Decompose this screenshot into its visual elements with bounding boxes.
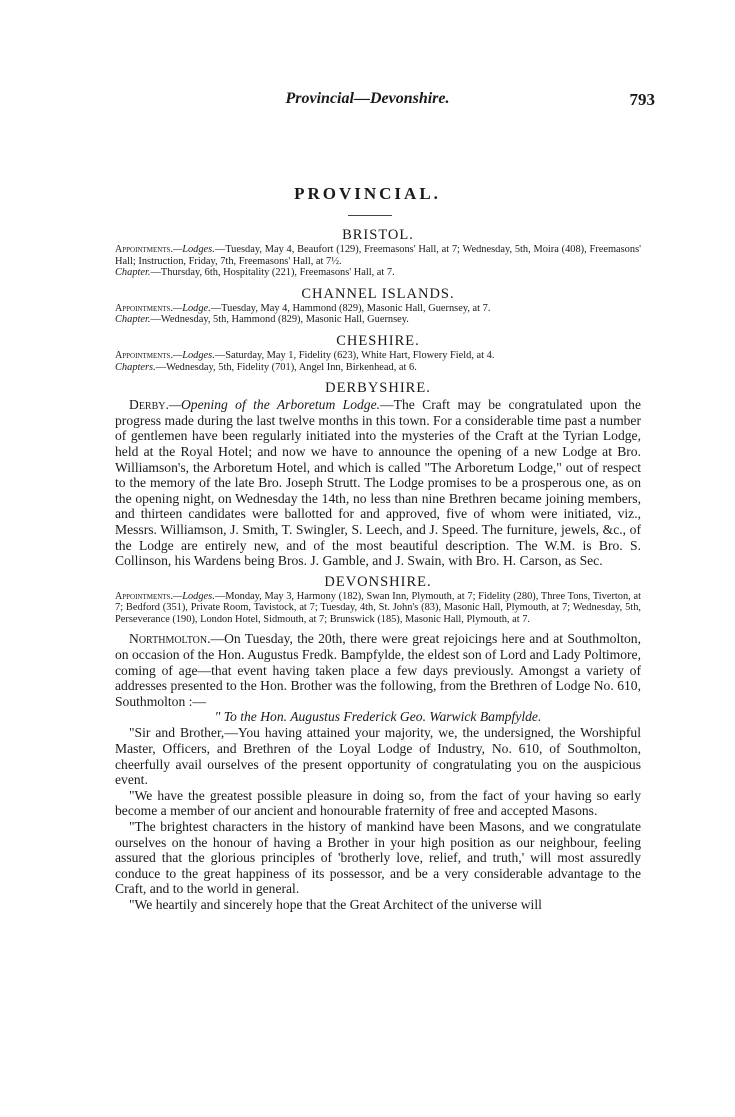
chapter-label: Chapter. — [115, 314, 151, 326]
appointments-label: Appointments. — [115, 349, 173, 361]
running-head — [0, 90, 735, 112]
lodges-text: —Tuesday, May 4, Beaufort (129), Freemasons' Hall, at 7; Wednesday, 5th, Moira (408), Freemasons' Hall; Instruction, Friday, 7th, Freemasons' Hall, at 7½. — [115, 244, 641, 267]
heading-devonshire: DEVONSHIRE. — [324, 573, 432, 590]
appointments-label: Appointments. — [115, 590, 173, 602]
bristol-appointments — [115, 244, 641, 279]
devonshire-appointments — [115, 591, 641, 626]
heading-derbyshire: DERBYSHIRE. — [325, 380, 431, 397]
heading-channel-islands: CHANNEL ISLANDS. — [301, 285, 455, 302]
chapter-label: Chapter. — [115, 267, 151, 279]
place-name: Northmolton. — [129, 631, 211, 647]
appointments-label: Appointments. — [115, 244, 173, 255]
heading-cheshire: CHESHIRE. — [336, 332, 420, 349]
lodge-text: —Tuesday, May 4, Hammond (829), Masonic Hall, Guernsey, at 7. — [210, 302, 491, 314]
lodges-text: —Monday, May 3, Harmony (182), Swan Inn, Plymouth, at 7; Fidelity (280), Three Tons, Tiverton, at 7; Bedford (351), Private Room, Tavistock, at 7; Tuesday, 4th, St. John's (83), Masonic Hall, Plymouth, at 7; Wednesday, 5th, Perseverance (190), London Hotel, Sidmouth, at 7; Brunswick (185), Masonic Hall, Plymouth, at 7. — [115, 590, 641, 625]
lodges-label: —Lodges. — [172, 244, 215, 255]
address-heading: " To the Hon. Augustus Frederick Geo. Warwick Bampfylde. — [214, 709, 542, 725]
chapter-text: —Thursday, 6th, Hospitality (221), Freemasons' Hall, at 7. — [150, 267, 395, 279]
appointments-label: Appointments. — [115, 302, 173, 314]
lodges-label: —Lodges. — [172, 590, 215, 602]
article-text: —The Craft may be congratulated upon the progress made during the last twelve months in this town. For a considerable time past a number of gentlemen have been regularly initiated into the mysteries of the Craft at the Tyrian Lodge, held at the Royal Hotel; and now we have to announce the opening of a new Lodge at Bro. Williamson's, the Arboretum Hotel, and which is called "The Arboretum Lodge," out of respect to the memory of the late Bro. Joseph Strutt. The Lodge promises to be a prosperous one, as on the opening night, on Wednesday the 14th, no less than nine Brethren became joining members, and thirteen candidates were ballotted for and approved, five of whom were initiated, viz., Messrs. Williamson, J. Smith, T. Swingler, S. Leech, and J. Speed. The furniture, jewels, &c., of the Lodge are entirely new, and of the most beautiful description. The W.M. is Bro. S. Collinson, his Wardens being Bros. J. Gamble, and J. Swain, with Bro. H. Carson, as Sec. — [115, 397, 641, 569]
chapters-label: Chapters. — [115, 361, 156, 373]
chapter-text: —Wednesday, 5th, Hammond (829), Masonic Hall, Guernsey. — [150, 314, 409, 326]
article-text: —On Tuesday, the 20th, there were great rejoicings here and at Southmolton, on occasion of the Hon. Augustus Fredk. Bampfylde, the eldest son of Lord and Lady Poltimore, coming of age—that event having taken place a few days previously. Amongst a variety of addresses presented to the Hon. Brother was the following, from the Brethren of Lodge No. 610, Southmolton :— — [115, 631, 641, 709]
address-paragraph: "Sir and Brother,—You having attained your majority, we, the undersigned, the Worshipful Master, Officers, and Brethren of the Loyal Lodge of Industry, No. 610, of Southmolton, cheerfully avail ourselves of the present opportunity of congratulating you on the auspicious event. — [115, 725, 641, 788]
address-paragraph: "We heartily and sincerely hope that the Great Architect of the universe will — [129, 896, 542, 912]
address-paragraph: "We have the greatest possible pleasure in doing so, from the fact of your having so early become a member of our ancient and honourable fraternity of free and accepted Masons. — [115, 787, 641, 819]
place-name: Derby. — [129, 397, 169, 413]
article-subject: —Opening of the Arboretum Lodge. — [168, 397, 381, 413]
lodge-label: —Lodge. — [172, 302, 211, 314]
channel-appointments — [115, 303, 641, 326]
title-rule — [348, 215, 392, 216]
address-paragraph: "The brightest characters in the history of mankind have been Masons, and we congratulate ourselves on the honour of having a Brother in your high position as our neighbour, feeling assured that the glorious principles of 'brotherly love, relief, and truth,' will most assuredly conduce to the great happiness of its possessor, and be a very considerable advantage to the Craft, and to the world in general. — [115, 819, 641, 897]
content — [115, 226, 641, 913]
derbyshire-article — [115, 397, 641, 569]
heading-bristol: BRISTOL. — [342, 227, 414, 243]
chapters-text: —Wednesday, 5th, Fidelity (701), Angel Inn, Birkenhead, at 6. — [155, 361, 417, 373]
lodges-label: —Lodges. — [172, 349, 215, 361]
page-title: PROVINCIAL. — [294, 184, 441, 203]
lodges-text: —Saturday, May 1, Fidelity (623), White Hart, Flowery Field, at 4. — [214, 349, 495, 361]
running-title: Provincial—Devonshire. — [285, 90, 450, 107]
page-number: 793 — [629, 90, 655, 109]
cheshire-appointments — [115, 350, 641, 373]
northmolton-article — [115, 631, 641, 709]
